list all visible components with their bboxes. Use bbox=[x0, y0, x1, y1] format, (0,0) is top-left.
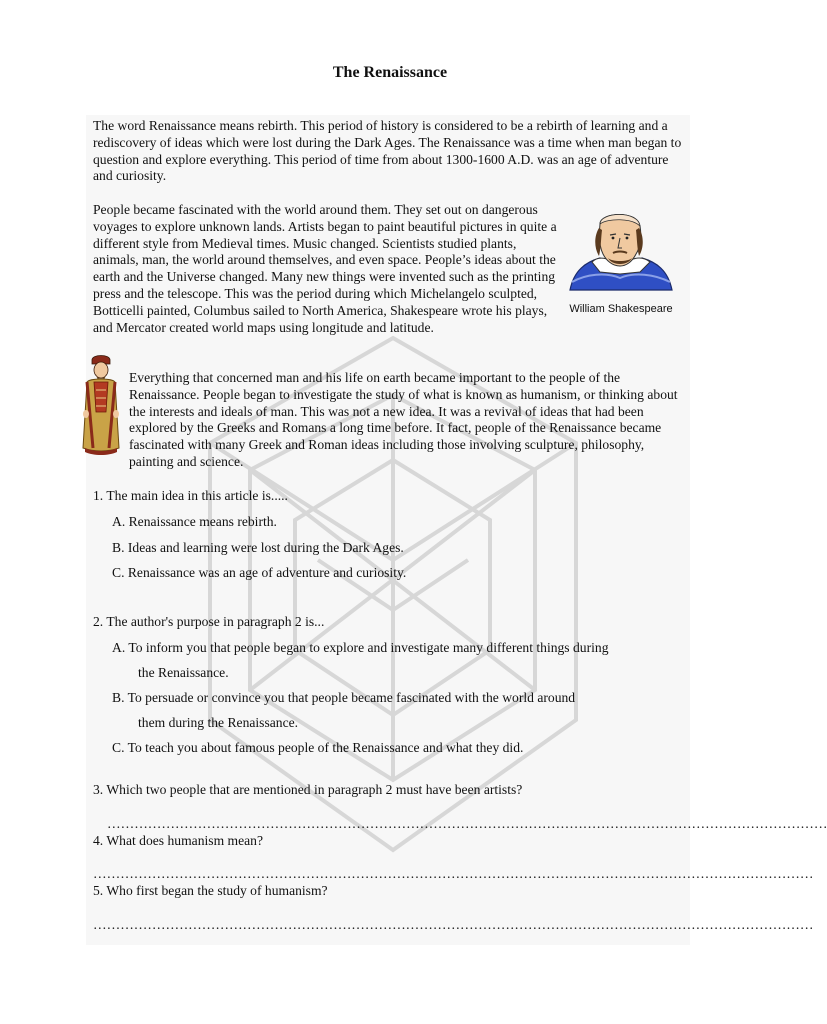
question-2-option-c: C. To teach you about famous people of the Renaissance and what they did. bbox=[112, 740, 524, 755]
question-3-prompt: 3. Which two people that are mentioned in paragraph 2 must have been artists? bbox=[93, 782, 523, 797]
question-1-option-c: C. Renaissance was an age of adventure and curiosity. bbox=[112, 565, 407, 580]
question-1-option-b: B. Ideas and learning were lost during the Dark Ages. bbox=[112, 540, 404, 555]
question-3-answer-line[interactable]: …………………………………………………………………………………………………………………………………………… bbox=[107, 816, 827, 831]
question-1-option-a: A. Renaissance means rebirth. bbox=[112, 514, 277, 529]
question-1-prompt: 1. The main idea in this article is..... bbox=[93, 488, 288, 503]
renaissance-man-figure bbox=[78, 352, 124, 456]
paragraph-3-text: Everything that concerned man and his life on earth became important to the people of the Renaissance. People began to investigate the study of what is known as humanism, or thinking about the interests and ideals of man. This was not a new idea. It was a revival of ideas that had been explored by the Greeks and Romans a long time before. It fact, people of the Renaissance became fascinated with many Greek and Roman ideas including those involving sculpture, philosophy, painting and science. bbox=[129, 370, 678, 469]
portrait-caption: William Shakespeare bbox=[569, 303, 673, 315]
question-2-option-b-line-2: them during the Renaissance. bbox=[138, 715, 299, 730]
paragraph-1: The word Renaissance means rebirth. This period of history is considered to be a rebirth of learning and a rediscovery of ideas which were lost during the Dark Ages. The Renaissance was a time when man began to question and explore everything. This period of time from about 1300-1600 A.D. was an age of adventure and curiosity. bbox=[93, 118, 682, 184]
question-2-option-a-line-2: the Renaissance. bbox=[138, 665, 229, 680]
question-2-prompt: 2. The author's purpose in paragraph 2 is... bbox=[93, 614, 325, 629]
page-title: The Renaissance bbox=[332, 64, 448, 81]
question-4-prompt: 4. What does humanism mean? bbox=[93, 833, 264, 848]
shakespeare-portrait-image bbox=[566, 208, 674, 290]
question-5-prompt: 5. Who first began the study of humanism? bbox=[93, 883, 328, 898]
question-2-option-b-line-1: B. To persuade or convince you that people became fascinated with the world around bbox=[112, 690, 576, 705]
question-2-option-a-line-1: A. To inform you that people began to explore and investigate many different things during bbox=[112, 640, 609, 655]
question-5-answer-line[interactable]: …………………………………………………………………………………………………………………………………………… bbox=[93, 917, 814, 932]
paragraph-3 bbox=[93, 370, 685, 471]
paragraph-2-text: People became fascinated with the world around them. They set out on dangerous voyages to explore unknown lands. Artists began to paint beautiful pictures in quite a different style from Medieval times. Music changed. Scientists studied plants, animals, man, the world around themselves, and even space. People’s ideas about the earth and the Universe changed. Many new things were invented such as the printing press and the telescope. This was the period during which Michelangelo sculpted, Botticelli painted, Columbus sailed to North America, Shakespeare wrote his plays, and Mercator created world maps using longitude and latitude. bbox=[93, 202, 557, 335]
question-4-answer-line[interactable]: …………………………………………………………………………………………………………………………………………… bbox=[93, 866, 814, 881]
